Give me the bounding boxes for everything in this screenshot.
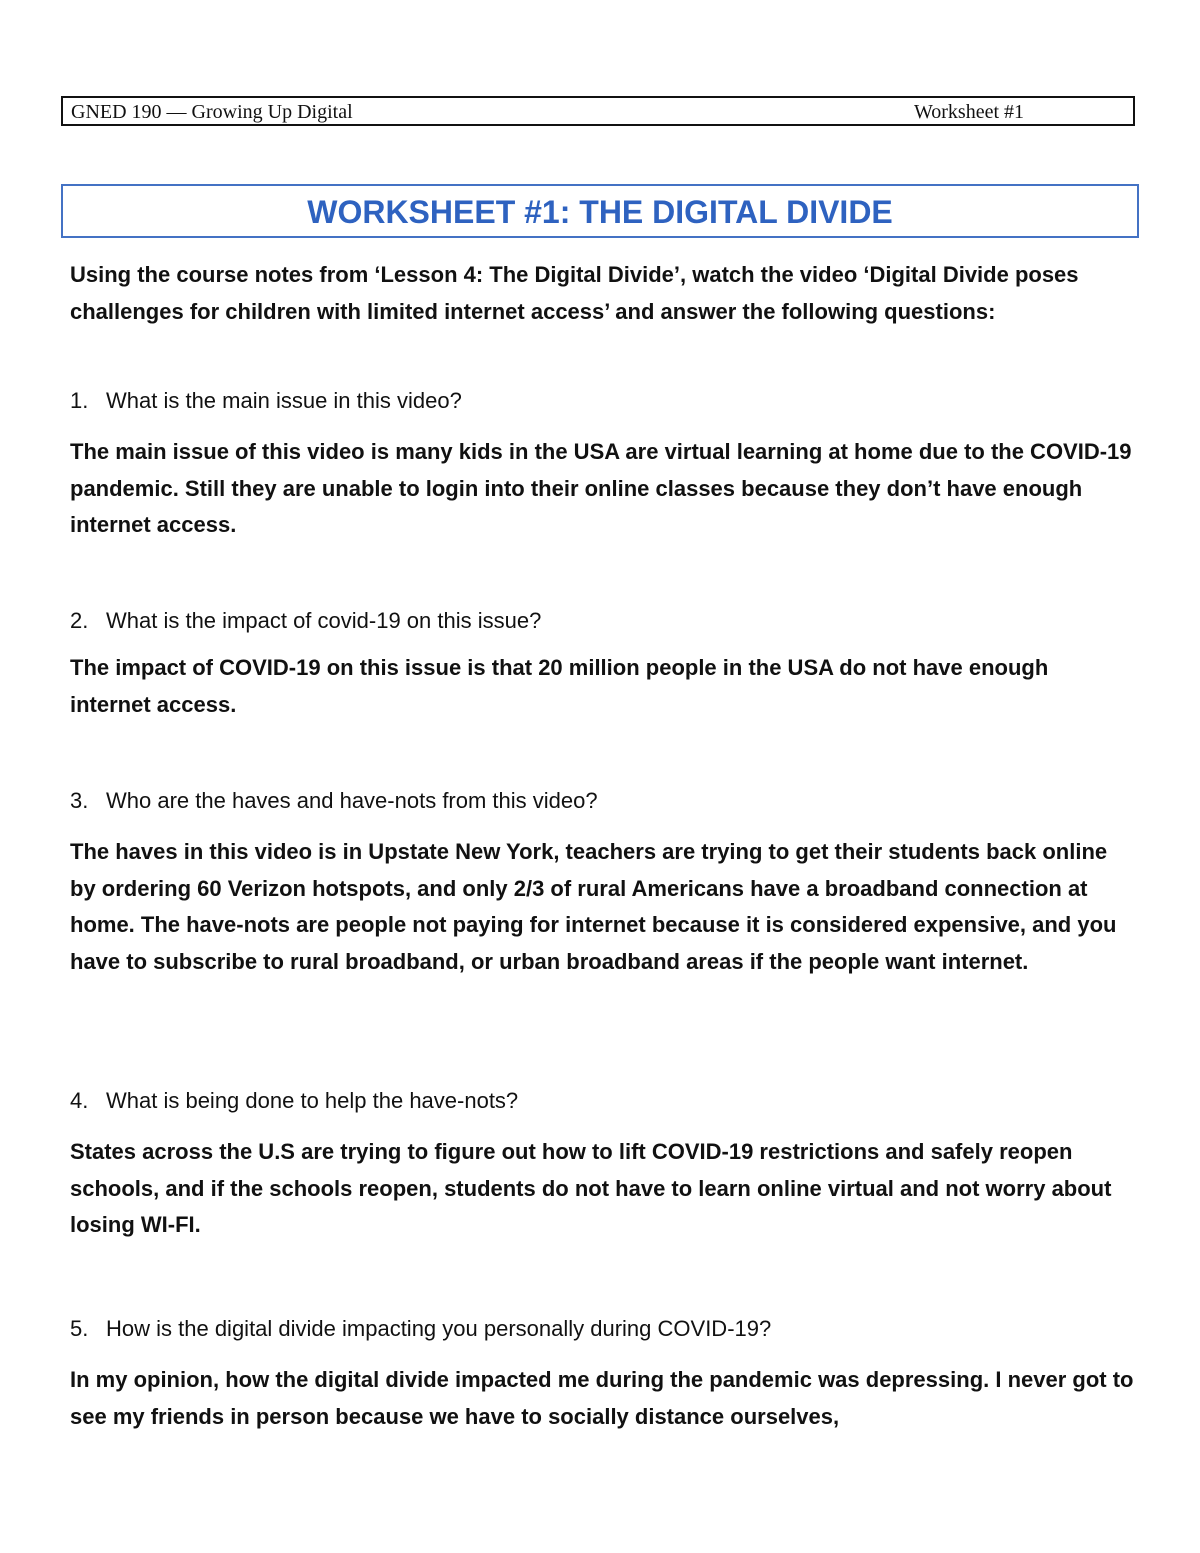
question-number: 5. <box>70 1316 89 1341</box>
page-title: WORKSHEET #1: THE DIGITAL DIVIDE <box>307 194 893 230</box>
answer-5: In my opinion, how the digital divide impacted me during the pandemic was depressing. I never got to see my friends in person because we have to socially distance ourselves, <box>70 1367 1134 1429</box>
question-text: How is the digital divide impacting you personally during COVID-19? <box>106 1316 772 1341</box>
question-text: Who are the haves and have-nots from this video? <box>106 788 598 813</box>
question-number: 1. <box>70 388 89 413</box>
question-text: What is being done to help the have-nots? <box>106 1088 519 1113</box>
question-1 <box>70 386 1135 416</box>
intro-instructions: Using the course notes from ‘Lesson 4: The Digital Divide’, watch the video ‘Digital Divide poses challenges for children with limited internet access’ and answer the following questions: <box>70 262 1079 324</box>
answer-3: The haves in this video is in Upstate New York, teachers are trying to get their students back online by ordering 60 Verizon hotspots, and only 2/3 of rural Americans have a broadband connection at home. The have-nots are people not paying for internet because it is considered expensive, and you have to subscribe to rural broadband, or urban broadband areas if the people want internet. <box>70 839 1117 974</box>
question-4 <box>70 1086 1135 1116</box>
question-text: What is the impact of covid-19 on this issue? <box>106 608 542 633</box>
question-number: 4. <box>70 1088 89 1113</box>
question-3 <box>70 786 1135 816</box>
question-number: 2. <box>70 608 89 633</box>
answer-4: States across the U.S are trying to figure out how to lift COVID-19 restrictions and safely reopen schools, and if the schools reopen, students do not have to learn online virtual and not worry about losing WI-FI. <box>70 1139 1112 1237</box>
title-box <box>61 184 1139 238</box>
course-title: GNED 190 — Growing Up Digital <box>71 101 353 123</box>
worksheet-number: Worksheet #1 <box>914 101 1025 123</box>
page-header <box>61 96 1135 126</box>
question-2 <box>70 606 1135 636</box>
question-5 <box>70 1314 1135 1344</box>
question-number: 3. <box>70 788 89 813</box>
answer-1: The main issue of this video is many kids in the USA are virtual learning at home due to the COVID-19 pandemic. Still they are unable to login into their online classes because they don’t have enough internet access. <box>70 439 1132 537</box>
question-text: What is the main issue in this video? <box>106 388 462 413</box>
answer-2: The impact of COVID-19 on this issue is that 20 million people in the USA do not have enough internet access. <box>70 655 1049 717</box>
